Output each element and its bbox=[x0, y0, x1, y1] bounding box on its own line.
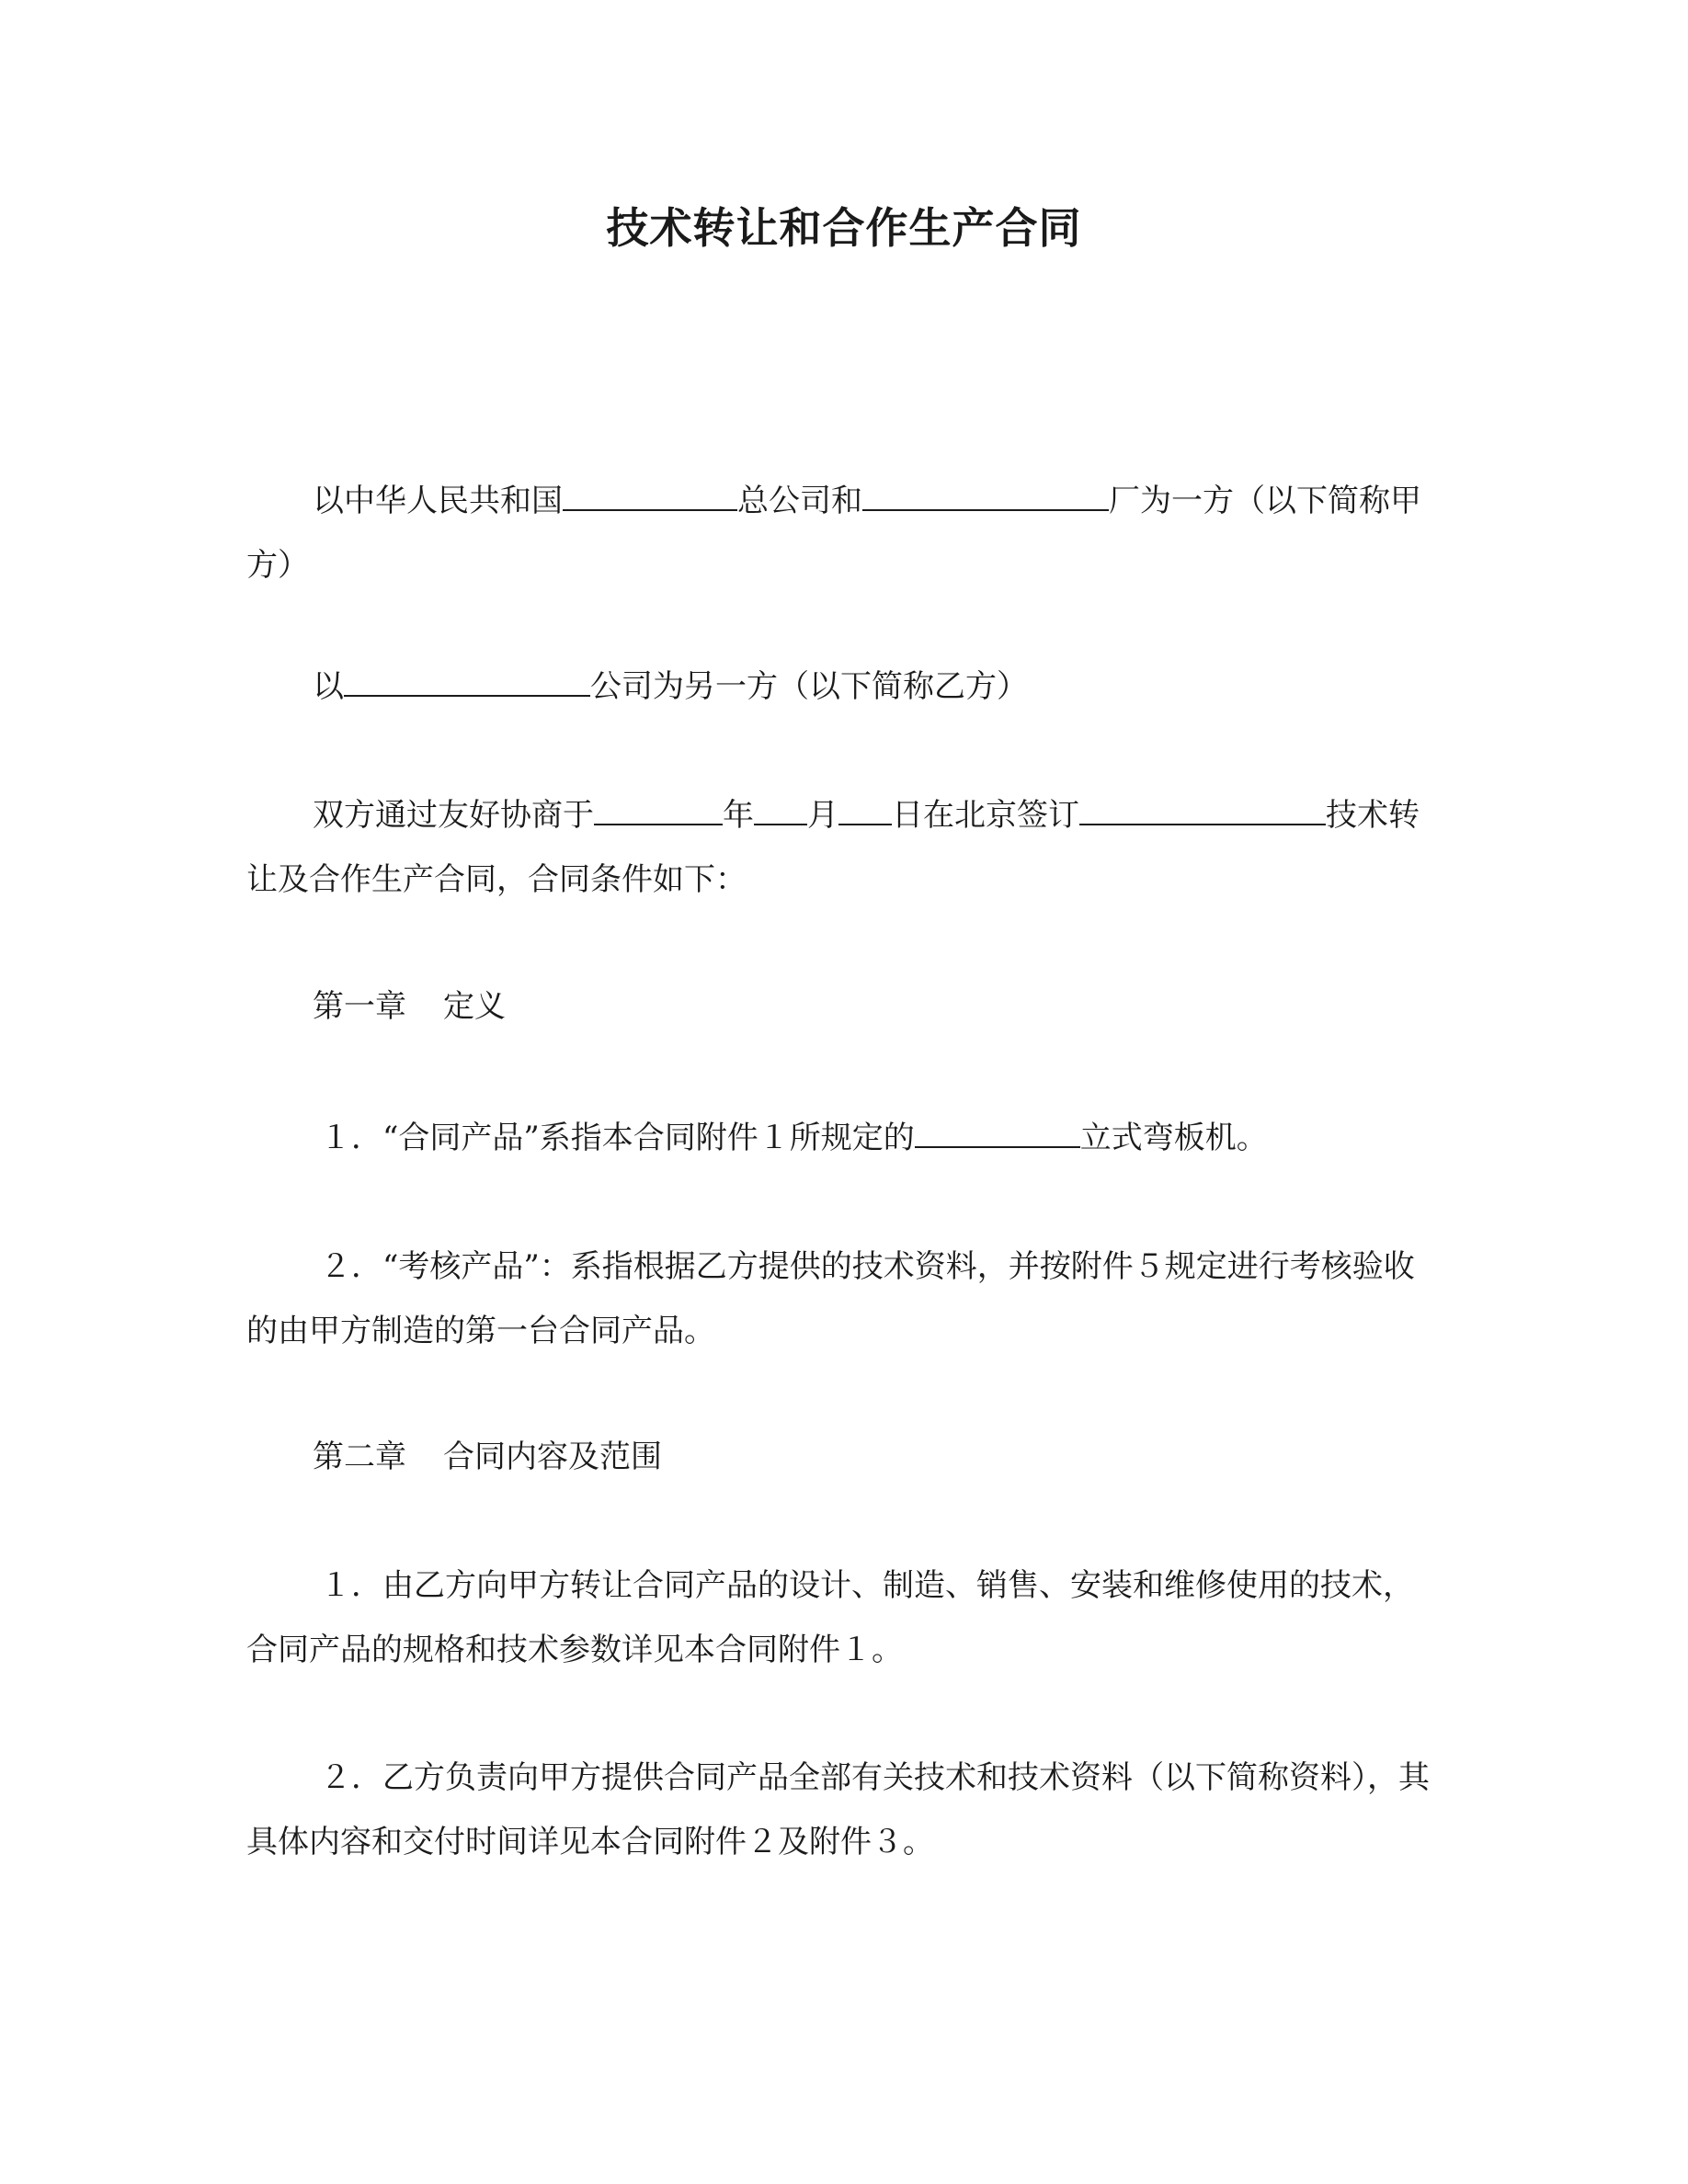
blank-line bbox=[838, 796, 892, 825]
blank-line bbox=[754, 796, 807, 825]
chapter-heading bbox=[246, 974, 1432, 1039]
clause-item: ２．“考核产品”：系指根据乙方提供的技术资料，并按附件５规定进行考核验收的由甲方制造的第一台合同产品。 bbox=[246, 1248, 1415, 1349]
preamble-signing bbox=[246, 783, 1432, 912]
clause-item: ２．乙方负责向甲方提供合同产品全部有关技术和技术资料（以下简称资料），其具体内容和交付时间详见本合同附件２及附件３。 bbox=[246, 1759, 1430, 1860]
blank-line bbox=[915, 1119, 1080, 1148]
clause-item bbox=[246, 1106, 1432, 1170]
preamble-text: 日在北京签订 bbox=[892, 797, 1079, 834]
clause-text: １．“合同产品”系指本合同附件１所规定的 bbox=[320, 1120, 915, 1156]
clause-item: １．由乙方向甲方转让合同产品的设计、制造、销售、安装和维修使用的技术，合同产品的规格和技术参数详见本合同附件１。 bbox=[246, 1567, 1414, 1668]
chapter-number: 第一章 bbox=[313, 988, 406, 1025]
preamble-text: 月 bbox=[807, 797, 838, 834]
preamble-party-a bbox=[246, 469, 1432, 597]
blank-line bbox=[563, 482, 737, 511]
preamble-text: 厂为一方（以下简称甲方） bbox=[246, 483, 1421, 584]
preamble-text: 年 bbox=[723, 797, 754, 834]
blank-line bbox=[594, 796, 723, 825]
chapter-number: 第二章 bbox=[313, 1439, 406, 1475]
chapter-title: 定义 bbox=[443, 988, 506, 1025]
chapter-title: 合同内容及范围 bbox=[443, 1439, 662, 1475]
preamble-text: 技术转让及合作生产合同，合同条件如下： bbox=[246, 797, 1420, 898]
preamble-text: 以中华人民共和国 bbox=[313, 483, 563, 519]
chapter-heading bbox=[246, 1425, 1432, 1489]
preamble-party-b bbox=[246, 654, 1432, 719]
preamble-text: 公司为另一方（以下简称乙方） bbox=[590, 668, 1028, 705]
blank-line bbox=[862, 482, 1109, 511]
blank-line bbox=[1079, 796, 1326, 825]
preamble-text: 总公司和 bbox=[737, 483, 862, 519]
blank-line bbox=[344, 667, 590, 697]
preamble-text: 双方通过友好协商于 bbox=[313, 797, 594, 834]
clause-text: 立式弯板机。 bbox=[1079, 1120, 1268, 1156]
document-title: 技术转让和合作生产合同 bbox=[606, 203, 1082, 253]
preamble-text: 以 bbox=[313, 668, 344, 705]
